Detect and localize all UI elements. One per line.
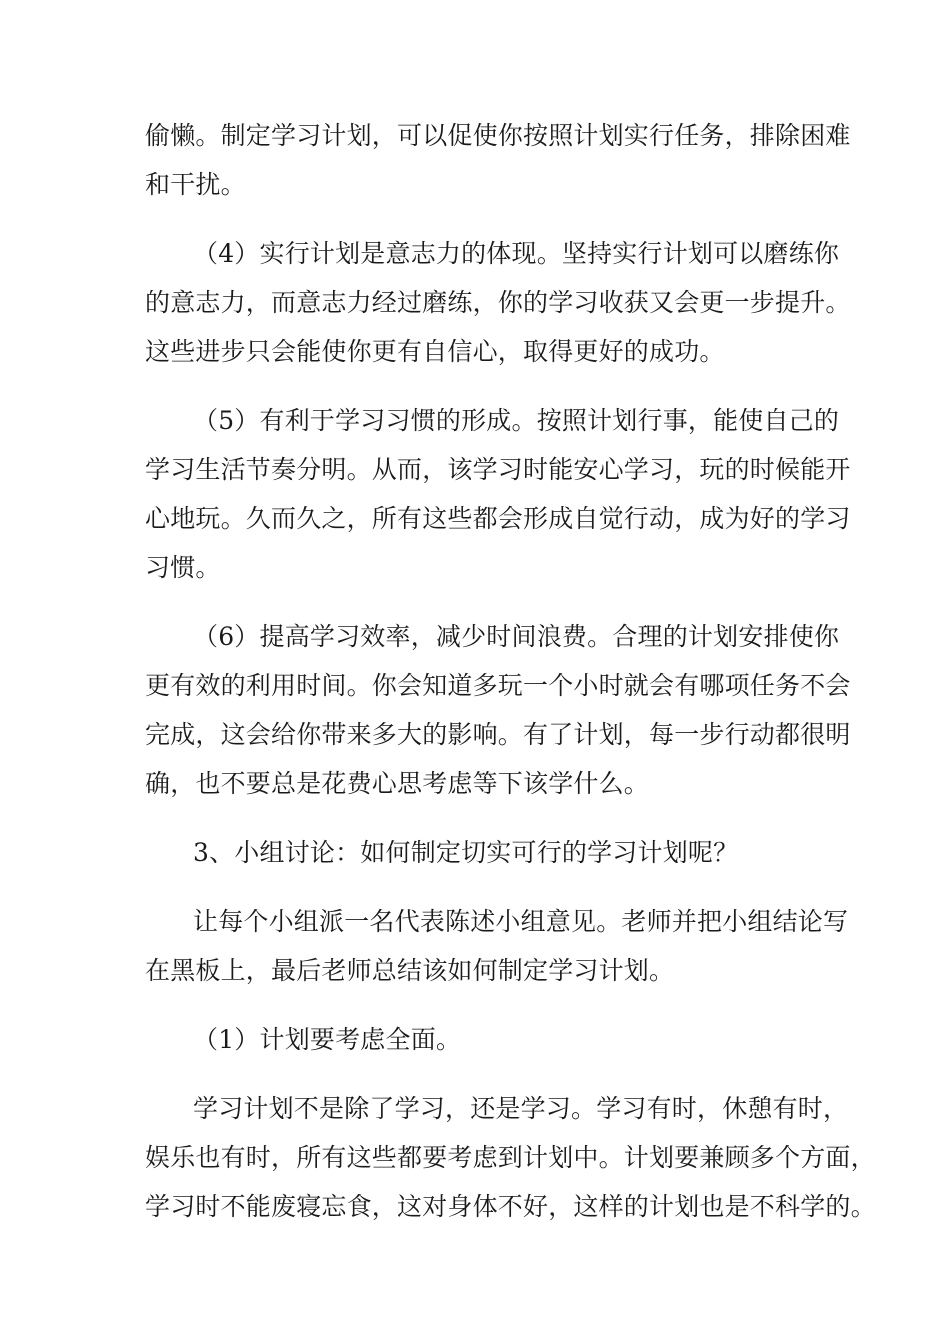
paragraph-6-line: （6）提高学习效率，减少时间浪费。合理的计划安排使你: [193, 622, 840, 651]
text-line: 和干扰。: [145, 170, 246, 199]
text-line: 完成，这会给你带来多大的影响。有了计划，每一步行动都很明: [145, 720, 851, 749]
section-heading: 3、小组讨论：如何制定切实可行的学习计划呢？: [193, 838, 739, 867]
text-line: 学习时不能废寝忘食，这对身体不好，这样的计划也是不科学的。: [145, 1192, 876, 1221]
paragraph-4-line: （4）实行计划是意志力的体现。坚持实行计划可以磨练你: [193, 239, 840, 268]
text-line: 学习生活节奏分明。从而，该学习时能安心学习，玩的时候能开: [145, 455, 851, 484]
text-line: 学习计划不是除了学习，还是学习。学习有时，休憩有时，: [193, 1094, 849, 1123]
text-line: 确，也不要总是花费心思考虑等下该学什么。: [145, 769, 650, 798]
text-line: 偷懒。制定学习计划，可以促使你按照计划实行任务，排除困难: [145, 121, 851, 150]
text-line: 的意志力，而意志力经过磨练，你的学习收获又会更一步提升。: [145, 288, 851, 317]
paragraph-5-line: （5）有利于学习习惯的形成。按照计划行事，能使自己的: [193, 406, 840, 435]
subheading: （1）计划要考虑全面。: [193, 1025, 462, 1054]
text-line: 这些进步只会能使你更有自信心，取得更好的成功。: [145, 337, 725, 366]
text-line: 习惯。: [145, 553, 221, 582]
text-line: 更有效的利用时间。你会知道多玩一个小时就会有哪项任务不会: [145, 671, 851, 700]
text-line: 让每个小组派一名代表陈述小组意见。老师并把小组结论写: [193, 907, 849, 936]
text-line: 娱乐也有时，所有这些都要考虑到计划中。计划要兼顾多个方面，: [145, 1143, 876, 1172]
text-line: 在黑板上，最后老师总结该如何制定学习计划。: [145, 956, 675, 985]
text-line: 心地玩。久而久之，所有这些都会形成自觉行动，成为好的学习: [145, 504, 851, 533]
